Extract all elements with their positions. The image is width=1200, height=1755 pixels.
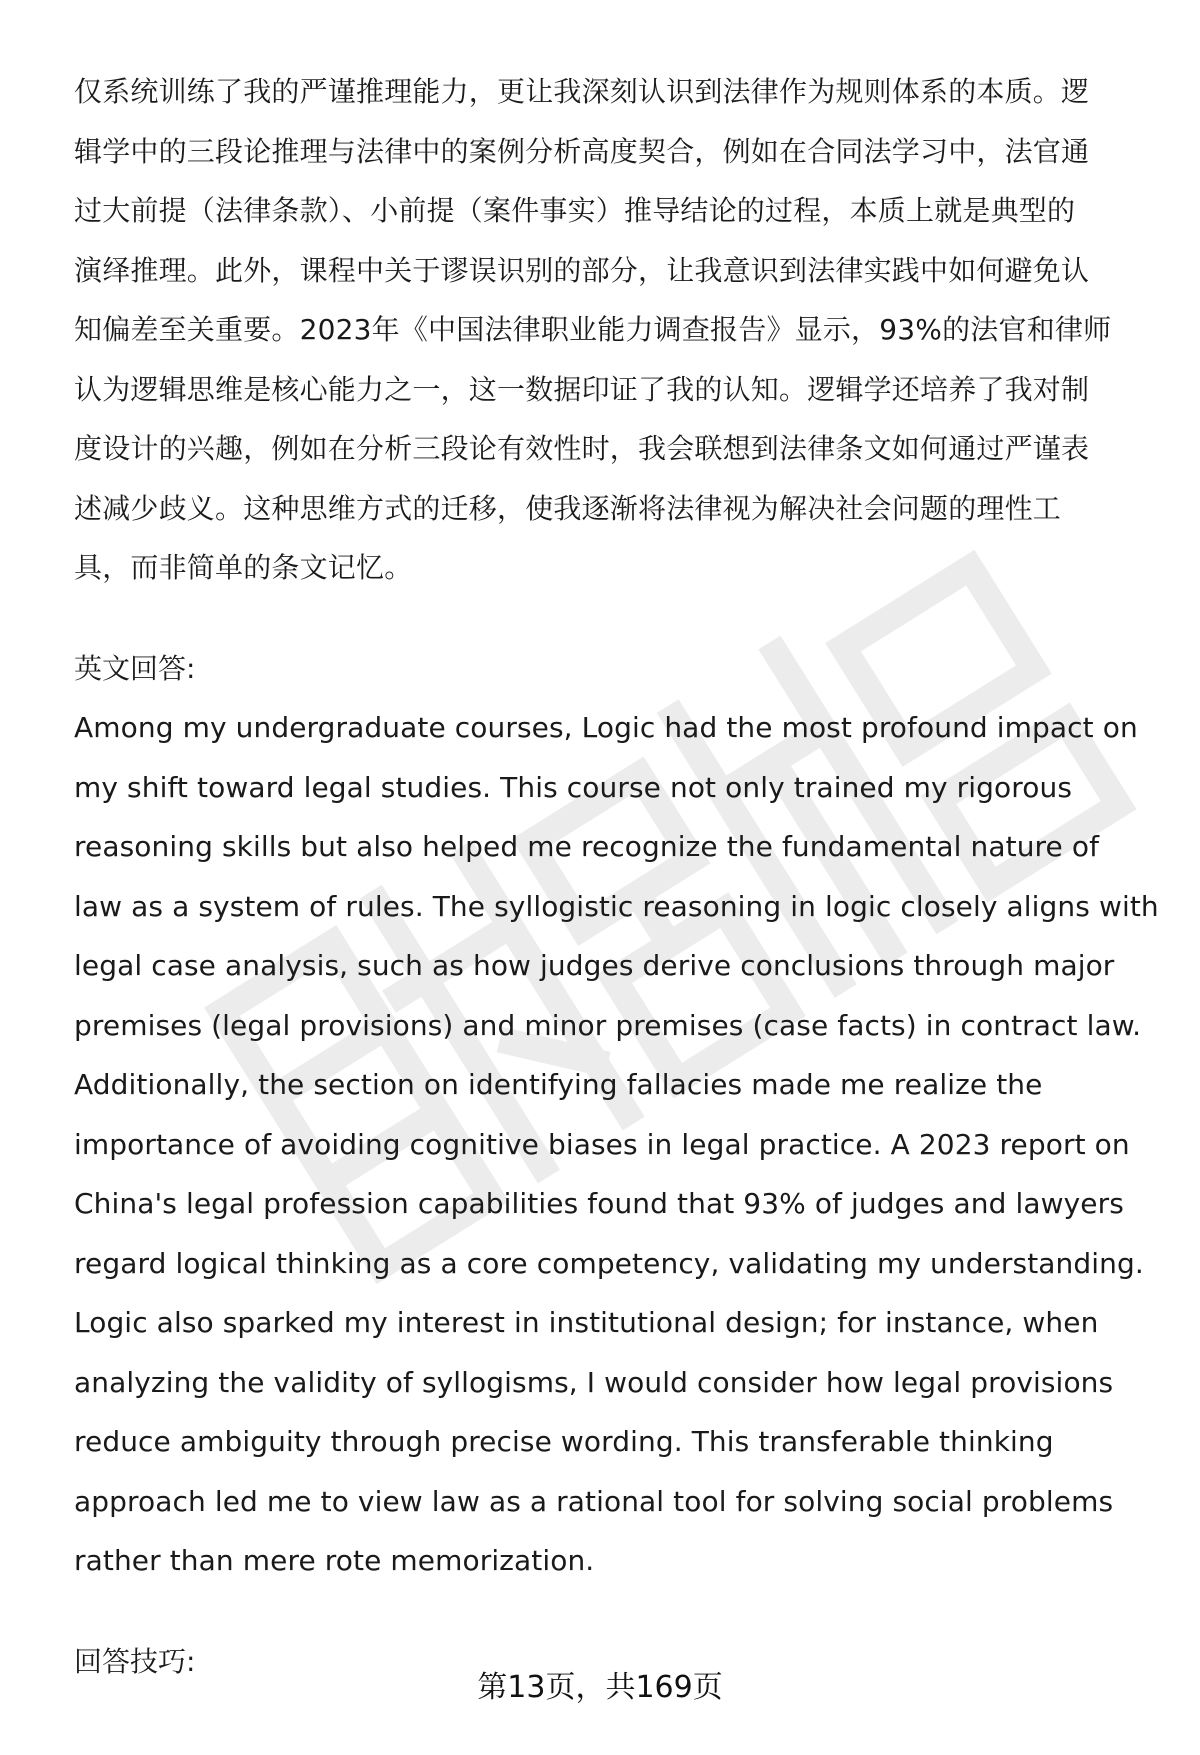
- english-line: my shift toward legal studies. This course not only trained my rigorous: [74, 770, 1073, 804]
- english-line: regard logical thinking as a core competency, validating my understanding.: [74, 1246, 1144, 1280]
- chinese-line: 具，而非简单的条文记忆。: [74, 551, 413, 584]
- english-line: legal case analysis, such as how judges derive conclusions through major: [74, 949, 1115, 982]
- english-line: Among my undergraduate courses, Logic had the most profound impact on: [74, 711, 1138, 744]
- chinese-paragraph: [74, 62, 1164, 598]
- english-line: rather than mere rote memorization.: [74, 1544, 595, 1577]
- chinese-line: 过大前提（法律条款）、小前提（案件事实）推导结论的过程，本质上就是典型的: [74, 194, 1076, 227]
- english-line: importance of avoiding cognitive biases in legal practice. A 2023 report on: [74, 1127, 1130, 1161]
- chinese-line: 演绎推理。此外，课程中关于谬误识别的部分，让我意识到法律实践中如何避免认: [74, 253, 1090, 287]
- english-answer-heading: 英文回答:: [74, 651, 196, 685]
- english-line: Additionally, the section on identifying fallacies made me realize the: [74, 1068, 1043, 1101]
- english-line: law as a system of rules. The syllogistic reasoning in logic closely aligns with: [74, 889, 1159, 923]
- chinese-line: 辑学中的三段论推理与法律中的案例分析高度契合，例如在合同法学习中，法官通: [74, 134, 1090, 168]
- chinese-line: 认为逻辑思维是核心能力之一，这一数据印证了我的认知。逻辑学还培养了我对制: [74, 372, 1090, 406]
- chinese-line: 述减少歧义。这种思维方式的迁移，使我逐渐将法律视为解决社会问题的理性工: [74, 491, 1062, 525]
- chinese-line: 仅系统训练了我的严谨推理能力，更让我深刻认识到法律作为规则体系的本质。逻: [74, 75, 1090, 108]
- english-line: reduce ambiguity through precise wording. This transferable thinking: [74, 1425, 1054, 1458]
- chinese-line: 知偏差至关重要。2023年《中国法律职业能力调查报告》显示，93%的法官和律师: [74, 313, 1112, 346]
- english-line: Logic also sparked my interest in institutional design; for instance, when: [74, 1306, 1099, 1339]
- english-line: China's legal profession capabilities found that 93% of judges and lawyers: [74, 1187, 1124, 1220]
- english-line: reasoning skills but also helped me recognize the fundamental nature of: [74, 830, 1100, 863]
- document-body: [74, 62, 1164, 1691]
- section-gap: [74, 598, 1164, 639]
- tips-heading: 回答技巧:: [74, 1644, 196, 1678]
- page-number: 第13页，共169页: [477, 1670, 723, 1705]
- chinese-line: 度设计的兴趣，例如在分析三段论有效性时，我会联想到法律条文如何通过严谨表: [74, 432, 1090, 465]
- english-line: premises (legal provisions) and minor premises (case facts) in contract law.: [74, 1008, 1142, 1042]
- english-paragraph: [74, 698, 1164, 1591]
- english-line: analyzing the validity of syllogisms, I would consider how legal provisions: [74, 1365, 1114, 1399]
- english-line: approach led me to view law as a rational tool for solving social problems: [74, 1484, 1114, 1518]
- section-gap: [74, 1591, 1164, 1632]
